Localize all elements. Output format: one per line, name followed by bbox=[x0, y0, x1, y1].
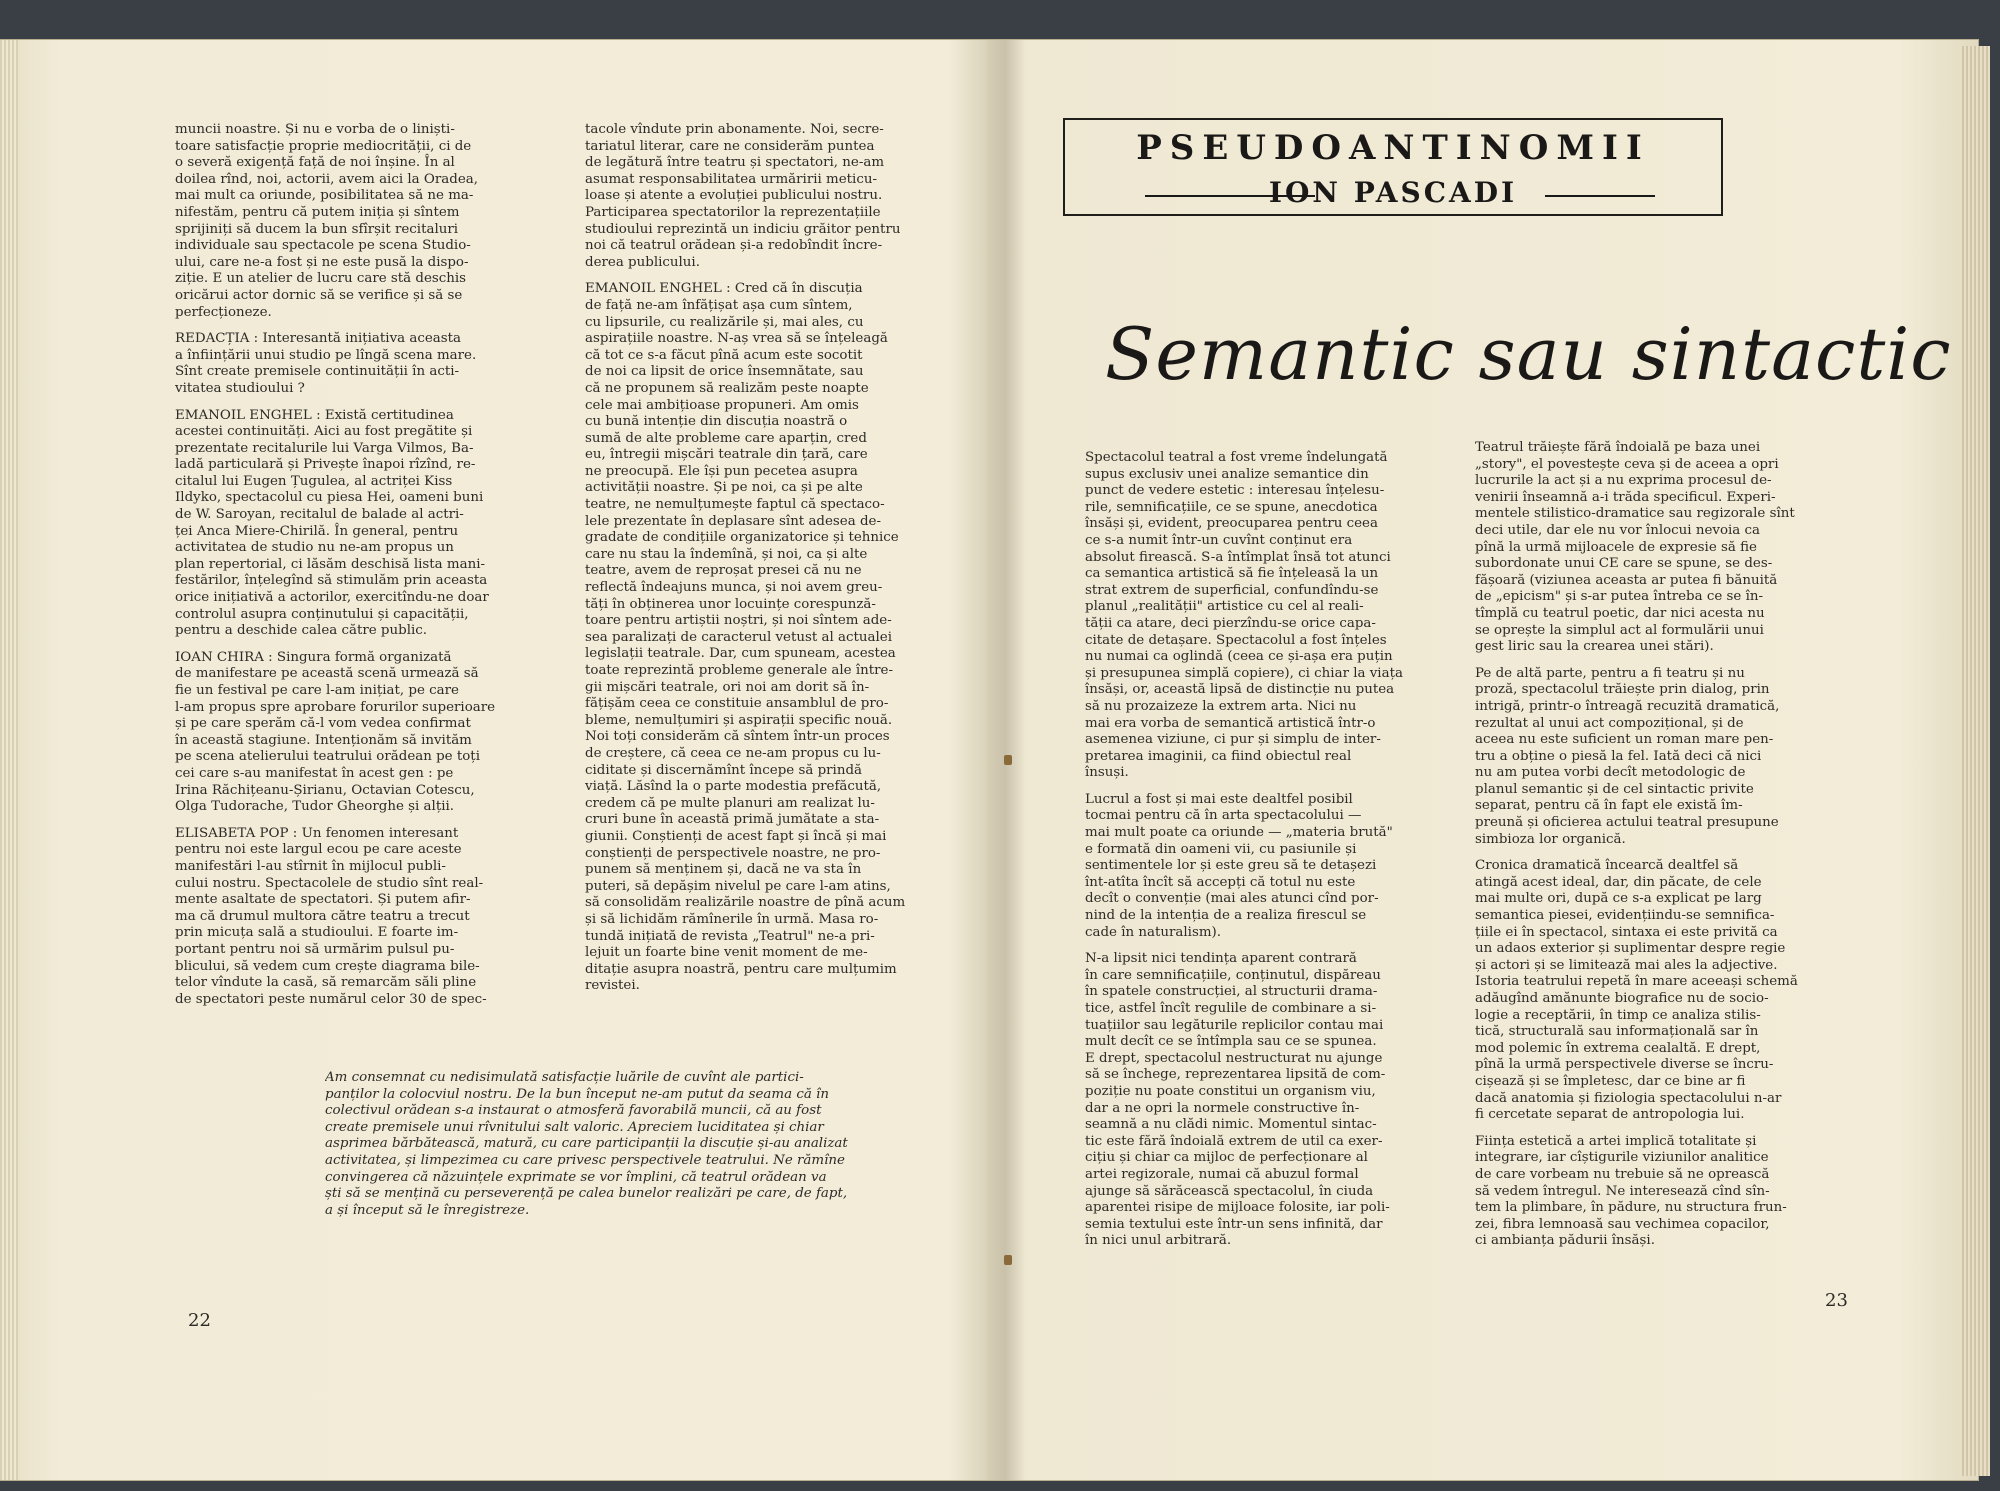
paragraph-text: Teatrul trăiește fără îndoială pe baza unei „story", el povestește ceva și de aceea a opri lucrurile la act și a nu exprima procesul de- venirii înseamnă a-i trăda specificul. Experi- mentele stilistico-dramatice sau regizorale sînt deci utile, dar ele nu vor înlocui nevoia ca pînă la urmă mijloacele de expresie să fie subordonate unui CE care se spune, se des- fășoară (viziunea aceasta ar putea fi bănuită de „epicism" și s-ar putea întreba ce se în- tîmplă cu teatrul poetic, dar nici acesta nu se oprește la simplul act al formulării unui gest liric sau la crearea unei stări). bbox=[1475, 440, 1795, 655]
article-title: Semantic sau sintactic bbox=[1105, 312, 1952, 396]
paragraph-text: Există certitudinea acestei continuități. Aici au fost pregătite și prezentate recitalurile lui Varga Vilmos, Ba- ladă particulară și Privește înapoi rîzînd, re- citalul lui Eugen Țugulea, al actriței Kiss Ildyko, spectacolul cu piesa Hei, oameni buni de W. Saroyan, recitalul de balade al actri- ței Anca Miere-Chirilă. În general, pentru activitatea de studio nu ne-am propus un plan repertorial, ci lăsăm deschisă lista mani- festărilor, înțelegînd să stimulăm prin aceasta orice inițiativă a actorilor, exercitîndu-ne doar controlul asupra conținutului și capacității, pentru a deschide calea către public. bbox=[175, 407, 489, 639]
paragraph-text: Pe de altă parte, pentru a fi teatru și nu proză, spectacolul trăiește prin dialog, prin intrigă, printr-o întreagă recuzită dramatică, rezultat al unui act compozițional, și de aceea nu este suficient un roman mare pen- tru a obține o piesă la fel. Iată deci că nici nu am putea vorbi decît metodologic de planul semantic și de cel sintactic privite separat, pentru că în fapt ele există îm- preună și oficierea actului teatral presupune simbioza lor organică. bbox=[1475, 665, 1780, 847]
speaker-name: EMANOIL ENGHEL : bbox=[585, 281, 735, 297]
series-title: PSEUDOANTINOMII bbox=[1136, 128, 1650, 168]
paragraph bbox=[175, 408, 557, 640]
paragraph bbox=[1475, 666, 1837, 849]
left-page-column-2 bbox=[585, 122, 953, 1062]
right-page-column-2 bbox=[1475, 440, 1837, 1320]
speaker-name: REDACȚIA : bbox=[175, 331, 263, 347]
paragraph bbox=[1085, 951, 1445, 1250]
paragraph-text: Cred că în discuția de față ne-am înfățișat așa cum sîntem, cu lipsurile, cu realizările și, mai ales, cu aspirațiile noastre. N-aș vrea să se înțeleagă că tot ce s-a făcut pînă acum este socotit de noi ca lipsit de orice însemnătate, sau că ne propunem să realizăm peste noapte cele mai ambițioase propuneri. Am omis cu bună intenție din discuția noastră o sumă de alte probleme care aparțin, cred eu, întregii mișcări teatrale din țară, care ne preocupă. Ele își pun pecetea asupra activității noastre. Și pe noi, ca și pe alte teatre, ne nemulțumește faptul că spectaco- lele prezentate în deplasare sînt adesea de- gradate de condițiile organizatorice și tehnice care nu stau la îndemînă, și noi, ca și alte teatre, avem de reproșat presei că nu ne reflectă îndeajuns munca, și noi avem greu- tăți în obținerea unor locuințe corespunză- toare pentru artiștii noștri, și noi sîntem ade- sea paralizați de caracterul vetust al actualei legislații teatrale. Dar, cum spuneam, acestea toate reprezintă probleme generale ale între- gii mișcări teatrale, ori noi am dorit să în- fățișăm ceea ce constituie ansamblul de pro- bleme, nemulțumiri și aspirații specific nouă. Noi toți considerăm că sîntem într-un proces de creștere, că ceea ce ne-am propus cu lu- ciditate și discernămînt începe să prindă viață. Lăsînd la o parte modestia prefăcută, credem că pe multe planuri am realizat lu- cruri bune în această primă jumătate a sta- giunii. Conștienți de acest fapt și încă și mai conștienți de perspectivele noastre, ne pro- punem să menținem și, dacă ne va sta în puteri, să depășim nivelul pe care l-am atins, să consolidăm realizările noastre de pînă acum și să lichidăm rămînerile în urmă. Masa ro- tundă inițiată de revista „Teatrul" ne-a pri- lejuit un foarte bine venit moment de me- ditație asupra noastră, pentru care mulțumim revistei. bbox=[585, 281, 906, 994]
paragraph bbox=[1475, 858, 1837, 1124]
binding-staple-bottom bbox=[1004, 1255, 1012, 1265]
paragraph-text: Spectacolul teatral a fost vreme îndelungată supus exclusiv unei analize semantice din punct de vedere estetic : interesau înțelesu- rile, semnificațiile, ce se spune, anecdotica însăși și, evident, preocuparea pentru ceea ce s-a numit într-un cuvînt conținut era absolut firească. S-a întîmplat însă tot atunci ca semantica artistică să fie înțeleasă la un strat extrem de superficial, confundîndu-se planul „realității" artistice cu cel al reali- tății ca atare, deci pierzîndu-se orice capa- citate de detașare. Spectacolul a fost înțeles nu numai ca oglindă (ceea ce și-așa era puțin și presupunea simplă copiere), ci chiar la viața însăși, or, această lipsă de distincție nu putea să nu prozaizeze la extrem arta. Nici nu mai era vorba de semantică artistică într-o asemenea viziune, ci pur și simplu de inter- pretarea imaginii, ca fiind obiectul real însuși. bbox=[1085, 450, 1403, 781]
paragraph-text: Singura formă organizată de manifestare pe această scenă urmează să fie un festival pe care l-am inițiat, pe care l-am propus spre aprobare forurilor superioare și pe care sperăm că-l vom vedea confirmat în această stagiune. Intenționăm să invităm pe scena atelierului teatrului orădean pe toți cei care s-au manifestat în acest gen : pe Irina Răchițeanu-Șirianu, Octavian Cotescu, Olga Tudorache, Tudor Gheorghe și alții. bbox=[175, 649, 496, 815]
page-edges-right bbox=[1960, 46, 1990, 1476]
paragraph bbox=[175, 826, 557, 1009]
speaker-name: IOAN CHIRA : bbox=[175, 649, 277, 665]
binding-staple-top bbox=[1004, 755, 1012, 765]
paragraph bbox=[1475, 1134, 1837, 1250]
paragraph-text: N-a lipsit nici tendința aparent contrară în care semnificațiile, conținutul, dispăreau în spatele construcției, al structurii drama- tice, astfel încît regulile de combinare a si- tuațiilor sau legăturile replicilor contau mai mult decît ce se întîmpla sau ce se spunea. E drept, spectacolul nestructurat nu ajunge să se închege, reprezentarea lipsită de com- poziție nu poate constitui un organism viu, dar a ne opri la normele constructive în- seamnă a nu clădi nimic. Momentul sintac- tic este fără îndoială extrem de util ca exer- cițiu și chiar ca mijloc de perfecționare al artei regizorale, numai că abuzul formal ajunge să sărăcească spectacolul, în ciuda aparentei risipe de mijloace folosite, iar poli- semia textului este într-un sens infinită, dar în nici unul arbitrară. bbox=[1085, 951, 1390, 1249]
right-page-column-1 bbox=[1085, 450, 1445, 1330]
paragraph bbox=[175, 331, 557, 397]
paragraph bbox=[1475, 440, 1837, 656]
page-number-left: 22 bbox=[188, 1310, 211, 1331]
paragraph bbox=[175, 650, 557, 816]
editorial-closing-note: Am consemnat cu nedisimulată satisfacție luările de cuvînt ale partici- panților la colocviul nostru. De la bun început ne-am putut da seama că în colectivul orădean s-a instaurat o atmosferă favorabilă muncii, că au fost create premisele unui rîvnitului salt valoric. Apreciem luciditatea și chiar asprimea bărbătească, matură, cu care participanții la discuție și-au analizat activitatea, și limpezimea cu care privesc perspectivele teatrului. Ne rămîne convingerea că năzuințele exprimate se vor împlini, că teatrul orădean va ști să se mențină cu perseverență pe calea bunelor realizări pe care, de fapt, a și început să le înregistreze. bbox=[325, 1070, 848, 1218]
author-name: ION PASCADI bbox=[1268, 176, 1518, 209]
speaker-name: ELISABETA POP : bbox=[175, 825, 302, 841]
paragraph-text: Lucrul a fost și mai este dealtfel posibil tocmai pentru că în arta spectacolului — mai mult poate ca oriunde — „materia brută" e formată din oameni vii, cu pasiunile și sentimentele lor și este greu să te detașezi înt-atîta încît să accepți că totul nu este decît o convenție (mai ales atunci cînd por- nind de la intenția de a realiza firescul se cade în naturalism). bbox=[1085, 791, 1393, 940]
left-page-column-1 bbox=[175, 122, 557, 1062]
header-box bbox=[1063, 118, 1723, 216]
paragraph-text: Cronica dramatică încearcă dealtfel să atingă acest ideal, dar, din păcate, de cele mai multe ori, după ce s-a explicat pe larg semantica piesei, evidențiindu-se semnifica- țiile ei în spectacol, sintaxa ei este privită ca un adaos exterior și suplimentar despre regie și actori și se limitează mai ales la adjective. Istoria teatrului repetă în mare aceeași schemă adăugînd amănunte biografice nu de socio- logie a receptării, în timp ce analiza stilis- tică, structurală sau informațională sar în mod polemic în extrema cealaltă. E drept, pînă la urmă perspectivele diverse se încru- cișează și se împletesc, dar ce bine ar fi dacă anatomia și fiziologia spectacolului n-ar fi cercetate separat de antropologia lui. bbox=[1475, 858, 1798, 1123]
paragraph bbox=[585, 122, 953, 271]
page-number-right: 23 bbox=[1825, 1290, 1848, 1311]
paragraph-text: Interesantă inițiativa aceasta a înființării unui studio pe lîngă scena mare. Sînt create premisele continuității în acti- vitatea studioului ? bbox=[175, 331, 477, 396]
page-edges-left bbox=[0, 40, 18, 1480]
paragraph-text: tacole vîndute prin abonamente. Noi, secre- tariatul literar, care ne considerăm puntea de legătură între teatru și spectatori, ne-am asumat responsabilitatea urmăririi meticu- loase și atente a evoluției publicului nostru. Participarea spectatorilor la reprezentațiile studioului reprezintă un indiciu grăitor pentru noi că teatrul orădean și-a redobîndit încre- derea publicului. bbox=[585, 122, 901, 270]
paragraph-text: muncii noastre. Și nu e vorba de o liniști- toare satisfacție proprie mediocrității, ci de o severă exigență față de noi înșine. În al doilea rînd, noi, actorii, avem aici la Oradea, mai mult ca oriunde, posibilitatea să ne ma- nifestăm, pentru că putem iniția și sîntem sprijiniți să ducem la bun sfîrșit recitaluri individuale sau spectacole pe scena Studio- ului, care ne-a fost și ne este pusă la dispo- ziție. E un atelier de lucru care stă deschis oricărui actor dornic să se verifice și să se perfecționeze. bbox=[175, 122, 478, 320]
paragraph-text: Un fenomen interesant pentru noi este largul ecou pe care aceste manifestări l-au stîrnit în mijlocul publi- cului nostru. Spectacolele de studio sînt real- mente asaltate de spectatori. Și putem afir- ma că drumul multora către teatru a trecut prin micuța sală a studioului. E foarte im- portant pentru noi să urmărim pulsul pu- blicului, să vedem cum crește diagrama bile- telor vîndute la casă, să remarcăm săli pline de spectatori peste numărul celor 30 de spec- bbox=[175, 825, 487, 1007]
paragraph-text: Ființa estetică a artei implică totalitate și integrare, iar cîștigurile viziunilor analitice de care vorbeam nu trebuie să ne oprească să vedem întregul. Ne interesează cînd sîn- tem la plimbare, în pădure, nu structura frun- zei, fibra lemnoasă sau vechimea copacilor, ci ambianța pădurii însăși. bbox=[1475, 1133, 1787, 1249]
rule-right bbox=[1545, 195, 1655, 197]
paragraph bbox=[1085, 450, 1445, 782]
speaker-name: EMANOIL ENGHEL : bbox=[175, 407, 325, 423]
paragraph bbox=[175, 122, 557, 321]
paragraph bbox=[585, 281, 953, 995]
paragraph bbox=[1085, 792, 1445, 941]
